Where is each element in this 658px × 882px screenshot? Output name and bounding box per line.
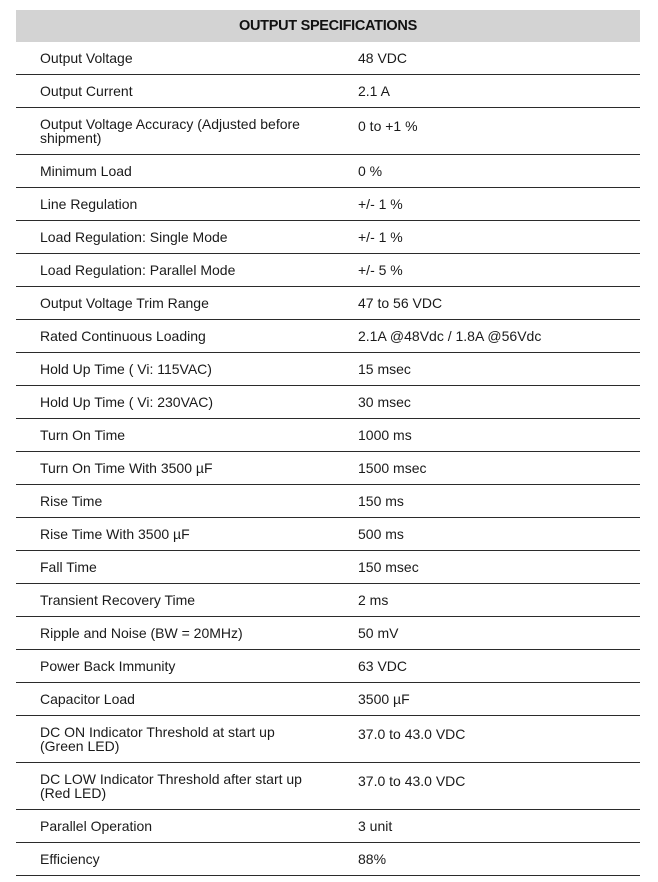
row-label: DC ON Indicator Threshold at start up (Green LED)	[40, 724, 275, 754]
row-value: 37.0 to 43.0 VDC	[344, 716, 630, 763]
table-row	[16, 716, 640, 763]
table-row	[16, 221, 640, 254]
row-value: 2.1 A	[344, 75, 630, 108]
row-label: Capacitor Load	[40, 691, 135, 707]
row-value: 30 msec	[344, 386, 630, 419]
table-row	[16, 254, 640, 287]
row-label: Power Back Immunity	[40, 658, 176, 674]
row-label: Output Current	[40, 83, 133, 99]
row-label: Transient Recovery Time	[40, 592, 196, 608]
row-value: 15 msec	[344, 353, 630, 386]
row-label: Parallel Operation	[40, 818, 153, 834]
row-label: Rise Time With 3500 µF	[40, 526, 190, 542]
table-row	[16, 386, 640, 419]
table-row	[16, 584, 640, 617]
table-row	[16, 75, 640, 108]
row-value: +/- 1 %	[344, 188, 630, 221]
table-row	[16, 650, 640, 683]
table-row	[16, 287, 640, 320]
row-label: Hold Up Time ( Vi: 230VAC)	[40, 394, 213, 410]
table-row	[16, 485, 640, 518]
row-value: 37.0 to 43.0 VDC	[344, 763, 630, 810]
table-row	[16, 551, 640, 584]
row-value: 47 to 56 VDC	[344, 287, 630, 320]
row-label: Hold Up Time ( Vi: 115VAC)	[40, 361, 212, 377]
row-value: 88%	[344, 843, 630, 876]
table-row	[16, 320, 640, 353]
row-label: DC LOW Indicator Threshold after start up (Red LED)	[40, 771, 302, 801]
row-value: 2 ms	[344, 584, 630, 617]
row-value: 500 ms	[344, 518, 630, 551]
table-row	[16, 683, 640, 716]
row-value: 63 VDC	[344, 650, 630, 683]
table-row	[16, 763, 640, 810]
table-header: OUTPUT SPECIFICATIONS	[16, 10, 640, 42]
row-label: Load Regulation: Parallel Mode	[40, 262, 236, 278]
table-row	[16, 843, 640, 876]
row-label: Load Regulation: Single Mode	[40, 229, 228, 245]
row-value: 0 %	[344, 155, 630, 188]
row-value: 3 unit	[344, 810, 630, 843]
table-row	[16, 155, 640, 188]
row-value: +/- 5 %	[344, 254, 630, 287]
table-row	[16, 452, 640, 485]
row-value: 150 ms	[344, 485, 630, 518]
row-label: Output Voltage	[40, 50, 133, 66]
row-label: Ripple and Noise (BW = 20MHz)	[40, 625, 243, 641]
row-label: Output Voltage Trim Range	[40, 295, 209, 311]
table-row	[16, 518, 640, 551]
row-value: 2.1A @48Vdc / 1.8A @56Vdc	[344, 320, 630, 353]
table-row	[16, 353, 640, 386]
row-value: 50 mV	[344, 617, 630, 650]
row-label: Turn On Time With 3500 µF	[40, 460, 213, 476]
row-label: Line Regulation	[40, 196, 138, 212]
row-label: Minimum Load	[40, 163, 132, 179]
table-row	[16, 617, 640, 650]
row-value: 48 VDC	[344, 42, 630, 75]
row-value: 1000 ms	[344, 419, 630, 452]
row-value: 3500 µF	[344, 683, 630, 716]
row-label: Turn On Time	[40, 427, 126, 443]
row-value: +/- 1 %	[344, 221, 630, 254]
row-label: Fall Time	[40, 559, 97, 575]
row-value: 150 msec	[344, 551, 630, 584]
row-label: Output Voltage Accuracy (Adjusted before shipment)	[40, 116, 300, 146]
row-value: 1500 msec	[344, 452, 630, 485]
table-row	[16, 42, 640, 75]
table-row	[16, 419, 640, 452]
row-label: Rise Time	[40, 493, 103, 509]
table-row	[16, 188, 640, 221]
table-row	[16, 108, 640, 155]
table-row	[16, 810, 640, 843]
row-label: Rated Continuous Loading	[40, 328, 206, 344]
output-specifications-table	[16, 10, 640, 876]
row-value: 0 to +1 %	[344, 108, 630, 155]
row-label: Efficiency	[40, 851, 100, 867]
